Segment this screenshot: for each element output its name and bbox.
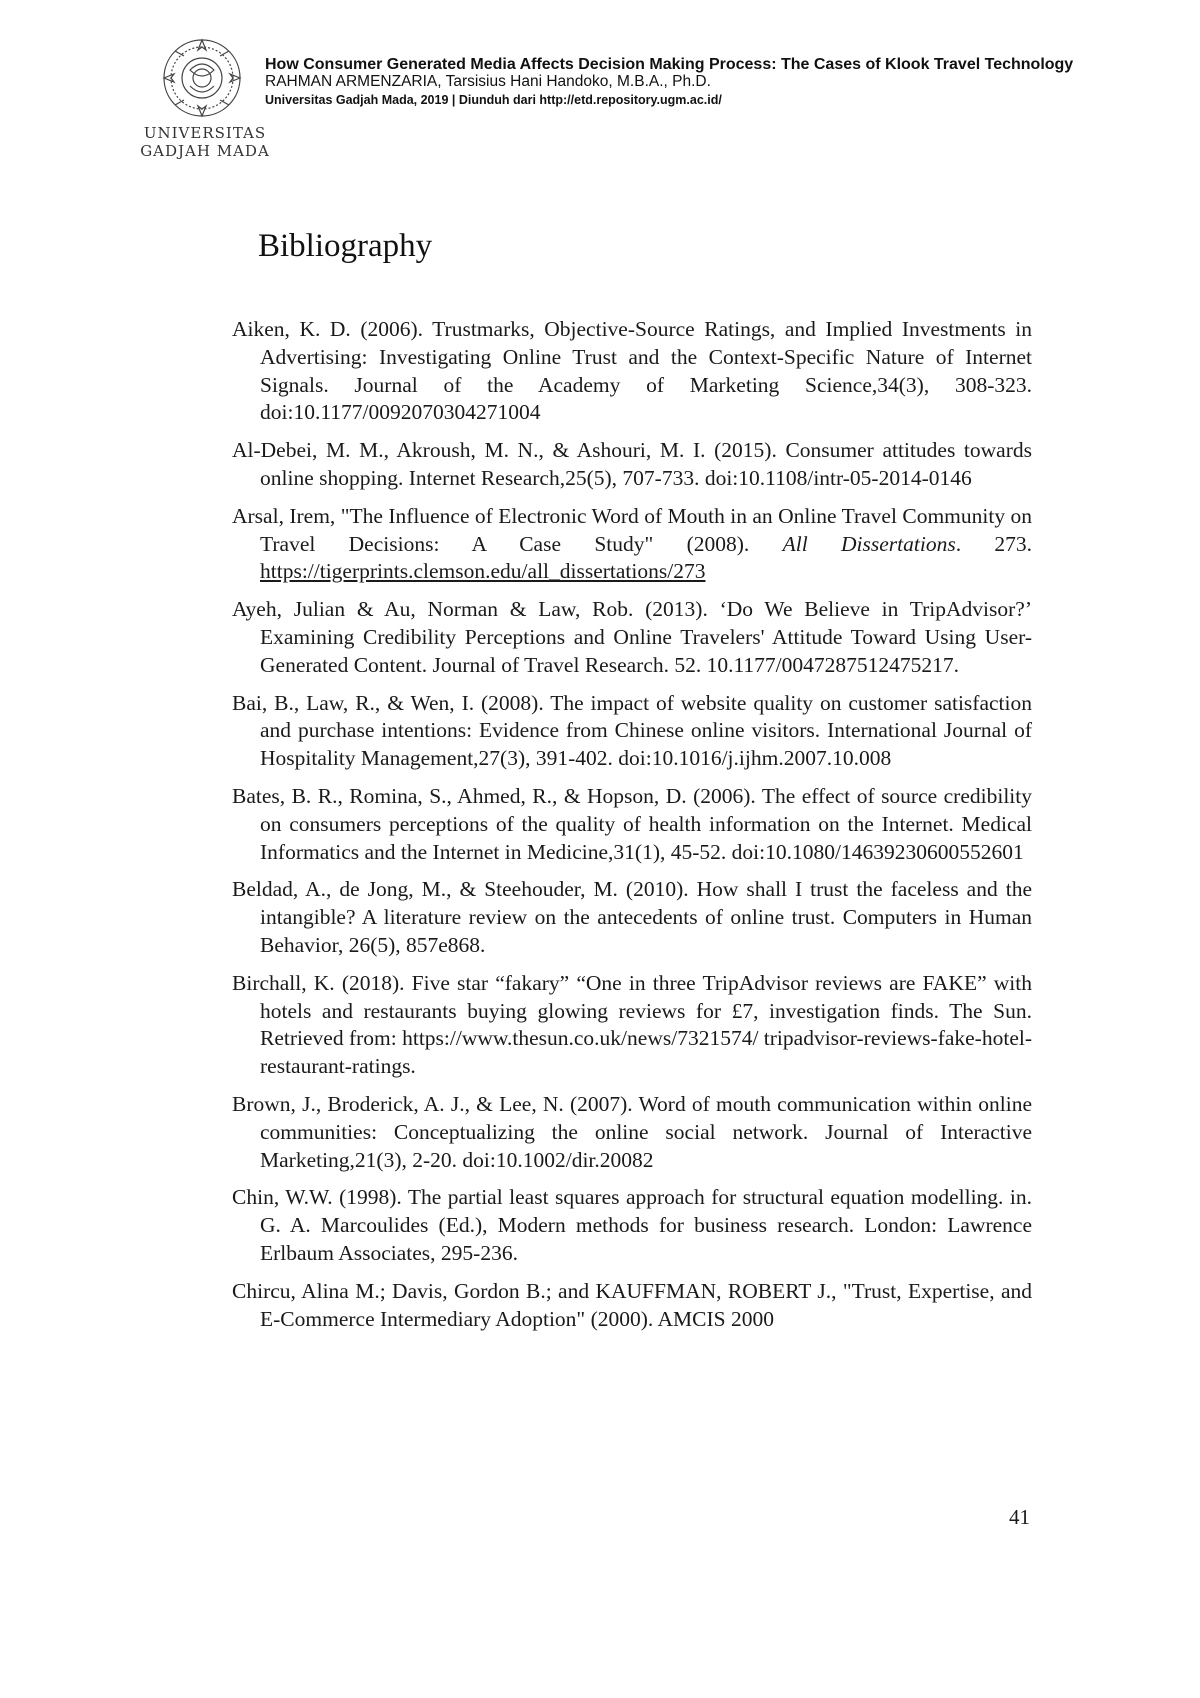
reference-item — [232, 690, 1032, 773]
reference-text: Aiken, K. D. (2006). Trustmarks, Objective-Source Ratings, and Implied Investments in Advertising: Investigating Online Trust and the Context-Specific Nature of Internet Signals. Journal of the Academy of Marketing Science,34(3), 308-323. doi:10.1177/0092070304271004 — [232, 317, 1032, 425]
bibliography-list — [232, 316, 1032, 1343]
reference-text: Bai, B., Law, R., & Wen, I. (2008). The impact of website quality on customer satisfaction and purchase intentions: Evidence from Chinese online visitors. International Journal of Hospitality Management,27(3), 391-402. doi:10.1016/j.ijhm.2007.10.008 — [232, 690, 1032, 771]
reference-italic-source: All Dissertations — [782, 531, 956, 556]
reference-text: Brown, J., Broderick, A. J., & Lee, N. (2007). Word of mouth communication within online communities: Conceptualizing the online social network. Journal of Interactive Marketing,21(3), 2-20. doi:10.1002/dir.20082 — [232, 1091, 1032, 1172]
logo-text-line1: UNIVERSITAS — [143, 124, 267, 142]
reference-text: Beldad, A., de Jong, M., & Steehouder, M. (2010). How shall I trust the faceless and the intangible? A literature review on the antecedents of online trust. Computers in Human Behavior, 26(5), 857e868. — [232, 877, 1032, 957]
reference-text: Chin, W.W. (1998). The partial least squares approach for structural equation modelling. in. G. A. Marcoulides (Ed.), Modern methods for business research. London: Lawrence Erlbaum Associates, 295-236. — [232, 1185, 1032, 1265]
reference-item — [232, 316, 1032, 427]
reference-item — [232, 783, 1032, 866]
reference-item — [232, 1091, 1032, 1174]
section-heading: Bibliography — [258, 228, 433, 264]
reference-text-after: . 273. — [955, 531, 1033, 556]
logo-text-line2: GADJAH MADA — [140, 142, 270, 160]
reference-item — [232, 1278, 1032, 1334]
reference-text: Bates, B. R., Romina, S., Ahmed, R., & Hopson, D. (2006). The effect of source credibility on consumers perceptions of the quality of health information on the Internet. Medical Informatics and the Internet in Medicine,31(1), 45-52. doi:10.1080/14639230600552601 — [232, 783, 1032, 864]
reference-item — [232, 1184, 1032, 1267]
reference-item — [232, 876, 1032, 959]
reference-link[interactable]: https://tigerprints.clemson.edu/all_dissertations/273 — [260, 559, 706, 584]
reference-text: Birchall, K. (2018). Five star “fakary” “One in three TripAdvisor reviews are FAKE” with hotels and restaurants buying glowing reviews for £7, investigation finds. The Sun. Retrieved from: https://www.thesun.co.uk/news/7321574/ tripadvisor-reviews-fake-hotel-restaurant-ratings. — [232, 970, 1032, 1079]
reference-text: Arsal, Irem, "The Influence of Electronic Word of Mouth in an Online Travel Community on Travel Decisions: A Case Study" (2008). — [232, 503, 1032, 556]
reference-item — [232, 503, 1032, 586]
reference-text: Ayeh, Julian & Au, Norman & Law, Rob. (2013). ‘Do We Believe in TripAdvisor?’ Examining Credibility Perceptions and Online Travelers' Attitude Toward Using User-Generated Content. Journal of Travel Research. 52. 10.1177/0047287512475217. — [232, 597, 1032, 677]
document-header — [265, 57, 1095, 109]
repository-source: Universitas Gadjah Mada, 2019 | Diunduh dari http://etd.repository.ugm.ac.id/ — [265, 93, 722, 107]
reference-item — [232, 970, 1032, 1081]
university-logo — [140, 36, 270, 162]
reference-text: Al-Debei, M. M., Akroush, M. N., & Ashouri, M. I. (2015). Consumer attitudes towards online shopping. Internet Research,25(5), 707-733. doi:10.1108/intr-05-2014-0146 — [232, 438, 1032, 490]
reference-item — [232, 437, 1032, 493]
ugm-emblem-icon — [160, 36, 244, 120]
thesis-authors: RAHMAN ARMENZARIA, Tarsisius Hani Handoko, M.B.A., Ph.D. — [265, 73, 711, 90]
thesis-title: How Consumer Generated Media Affects Decision Making Process: The Cases of Klook Travel Technology — [265, 56, 1074, 73]
page-number: 41 — [1009, 1505, 1030, 1529]
reference-item — [232, 596, 1032, 679]
reference-text: Chircu, Alina M.; Davis, Gordon B.; and KAUFFMAN, ROBERT J., "Trust, Expertise, and E-Commerce Intermediary Adoption" (2000). AMCIS 2000 — [232, 1278, 1032, 1331]
